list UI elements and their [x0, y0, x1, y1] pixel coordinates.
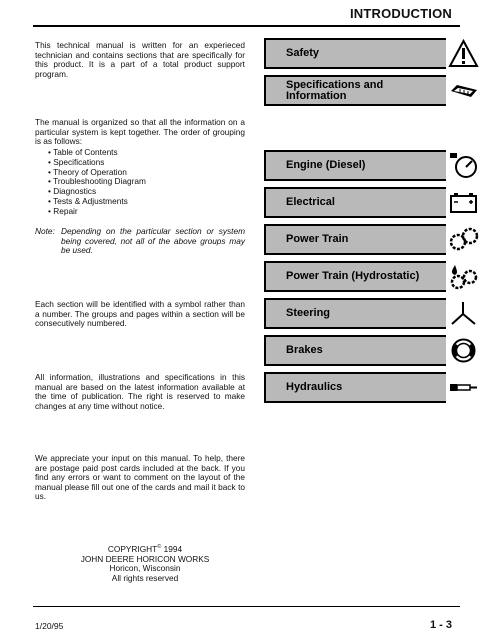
section-tab-power-train[interactable] [264, 224, 480, 255]
section-tab-engine[interactable] [264, 150, 480, 181]
section-tab-electrical[interactable] [264, 187, 480, 218]
list-item: • Repair [48, 207, 146, 217]
intro-paragraph-5: We appreciate your input on this manual. To help, there are postage paid post cards included at the back. If you find any errors or want to comment on the layout of the manual please fill out one of the cards and mail it back to us. [35, 453, 245, 502]
section-tab-label: Hydraulics [286, 381, 343, 393]
brake-drum-icon [446, 335, 480, 366]
list-item: • Troubleshooting Diagram [48, 177, 146, 187]
copyright-line-1: COPYRIGHT© 1994 [107, 543, 183, 554]
group-list [48, 148, 146, 217]
intro-paragraph-3: Each section will be identified with a symbol rather than a number. The groups and pages within a section will be consecutively numbered. [35, 299, 245, 329]
section-tab-label: Electrical [286, 196, 335, 208]
copyright-line-3: Horicon, Wisconsin [109, 563, 181, 574]
hydraulic-cylinder-icon [446, 372, 480, 403]
note-text: Depending on the particular section or system being covered, not all of the above groups may be used. [61, 226, 245, 256]
section-tab-label: Engine (Diesel) [286, 159, 366, 171]
copyright-line-4: All rights reserved [111, 573, 179, 584]
hydro-gears-icon [446, 261, 480, 292]
section-tab-label: Brakes [286, 344, 323, 356]
engine-gauge-icon [446, 150, 480, 181]
section-tab-label: Safety [286, 47, 320, 59]
section-tab-label: Power Train [286, 233, 349, 245]
section-tab-power-train-hydrostatic[interactable] [264, 261, 480, 292]
footer-date: 1/20/95 [35, 621, 64, 631]
intro-paragraph-1: This technical manual is written for an experieced technician and contains sections that are specifically for this product. It is a part of a total product support program. [35, 40, 245, 79]
note-label: Note: [35, 226, 55, 236]
list-item: • Theory of Operation [48, 168, 146, 178]
section-tab-label: Specifications and Information [286, 78, 384, 102]
page-title: INTRODUCTION [349, 6, 452, 21]
battery-icon [446, 187, 480, 218]
list-item: • Tests & Adjustments [48, 197, 146, 207]
steering-wheel-icon [446, 298, 480, 329]
section-tab-safety[interactable] [264, 38, 480, 69]
list-item: • Specifications [48, 158, 146, 168]
warning-triangle-icon [446, 38, 480, 69]
section-tab-label: Power Train (Hydrostatic) [286, 270, 420, 282]
header-rule [33, 25, 460, 27]
list-item: • Table of Contents [48, 148, 146, 158]
copyright-line-2: JOHN DEERE HORICON WORKS [80, 553, 210, 564]
wrench-spec-icon [446, 75, 480, 106]
section-tab-hydraulics[interactable] [264, 372, 480, 403]
copyright-block [50, 543, 240, 584]
list-item: • Diagnostics [48, 187, 146, 197]
intro-paragraph-4: All information, illustrations and specifications in this manual are based on the latest information available at the time of publication. The right is reserved to make changes at any time without notice. [35, 372, 245, 411]
gears-icon [446, 224, 480, 255]
section-tab-specifications[interactable] [264, 75, 480, 106]
footer-rule [33, 606, 460, 607]
section-tab-label: Steering [286, 307, 331, 319]
section-tab-brakes[interactable] [264, 335, 480, 366]
note [35, 227, 245, 256]
intro-paragraph-2: The manual is organized so that all the information on a particular system is kept together. The order of grouping is as follows: [35, 117, 245, 147]
page-number: 1 - 3 [429, 619, 452, 631]
section-tab-steering[interactable] [264, 298, 480, 329]
